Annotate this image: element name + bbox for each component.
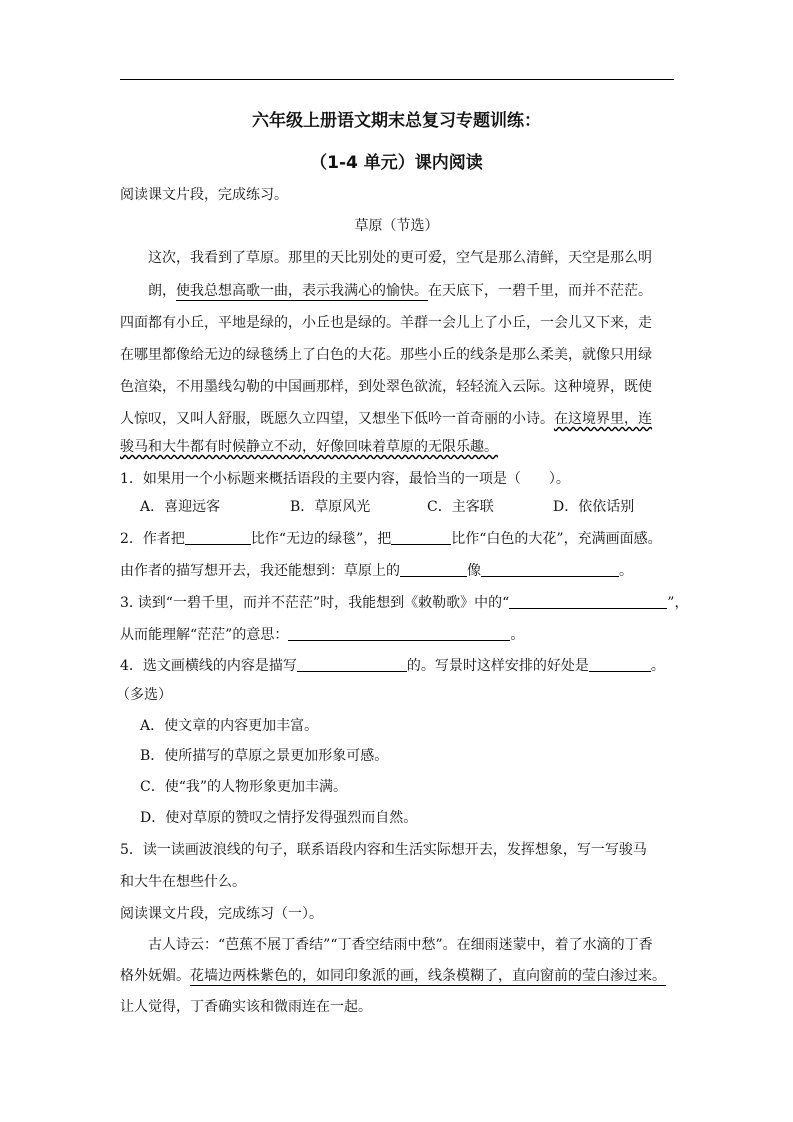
underlined-sentence: 使我总想高歌一曲，表示我满心的愉快。 [176,283,428,299]
q1-option-c: C．主客联 [427,499,494,515]
answer-blank[interactable] [391,530,451,545]
passage-line [148,281,652,301]
q4-multi-note: （多选） [116,687,172,703]
passage-text: 朗， [148,283,176,299]
q4-text: 的。写景时这样安排的好处是 [406,658,589,674]
passage-text: 在天底下，一碧千里，而并不茫茫。 [428,283,652,299]
wavy-sentence: 骏马和大牛都有时候静立不动，好像回味着草原的无限乐趣。 [120,439,498,455]
q3-text: 。 [510,627,525,643]
q2-text: 由作者的描写想开去，我还能想到：草原上的 [120,563,400,579]
section2-instruction: 阅读课文片段，完成练习（一）。 [120,906,323,922]
q1-options [140,497,634,517]
page-title: 六年级上册语文期末总复习专题训练： [252,111,541,131]
q2-text: 像 [467,563,481,579]
passage-line: 这次，我看到了草原。那里的天比别处的更可爱，空气是那么清鲜，天空是那么明 [148,250,652,266]
q1-option-d: D．依依话别 [553,499,635,515]
q4-option-b: B．使所描写的草原之景更加形象可感。 [140,748,389,764]
passage-line: 在哪里都像给无边的绿毯绣上了白色的大花。那些小丘的线条是那么柔美，就像只用绿 [120,347,652,363]
page-subtitle: （1-4 单元）课内阅读 [310,153,483,173]
question-3-line2 [120,625,524,645]
q4-option-c: C．使“我”的人物形象更加丰满。 [140,779,348,795]
q3-text: 从而能理解“茫茫”的意思： [120,627,289,643]
answer-blank[interactable] [297,657,407,672]
q2-text: 。 [619,563,633,579]
answer-blank[interactable] [288,626,510,641]
answer-blank[interactable] [185,530,251,545]
question-2-line2 [120,561,633,581]
q1-option-b: B．草原风光 [290,499,371,515]
question-5: 5．读一读画波浪线的句子，联系语段内容和生活实际想开去，发挥想象，写一写骏马 [120,842,647,858]
q4-option-d: D．使对草原的赞叹之情抒发得强烈而自然。 [140,810,418,826]
wavy-sentence: 在这境界里，连 [554,411,652,427]
passage-line [120,437,498,457]
answer-blank[interactable] [400,562,467,577]
passage-line: 色渲染，不用墨线勾勒的中国画那样，到处翠色欲流，轻轻流入云际。这种境界，既使 [120,379,652,395]
answer-blank[interactable] [509,594,667,609]
passage2-text: 格外妩媚。 [120,968,190,984]
passage-title: 草原（节选） [354,218,439,234]
header-rule [120,79,674,80]
passage2-line [120,966,666,986]
passage2-line: 让人觉得，丁香确实该和微雨连在一起。 [120,999,372,1015]
passage-line [120,409,652,429]
q3-text: 3. 读到“一碧千里，而并不茫茫”时，我能想到《敕勒歌》中的“ [120,595,510,611]
q2-text: 比作“白色的大花”，充满画面感。 [451,531,662,547]
question-1: 1．如果用一个小标题来概括语段的主要内容，最恰当的一项是（ ）。 [120,471,570,487]
passage-text: 人惊叹，又叫人舒服，既愿久立四望，又想坐下低吟一首奇丽的小诗。 [120,411,554,427]
passage-line: 四面都有小丘，平地是绿的，小丘也是绿的。羊群一会儿上了小丘，一会儿又下来，走 [120,315,652,331]
q1-option-a: A．喜迎远客 [140,499,221,515]
q4-text: 4．选文画横线的内容是描写 [120,658,297,674]
question-5-line2: 和大牛在想些什么。 [120,874,246,890]
answer-blank[interactable] [589,657,651,672]
question-4 [120,656,665,676]
answer-blank[interactable] [481,562,619,577]
underlined-sentence: 花墙边两株紫色的，如同印象派的画，线条模糊了，直向窗前的莹白渗过来。 [190,968,666,984]
question-2 [120,529,662,549]
q2-text: 比作“无边的绿毯”，把 [250,531,392,547]
q2-text: 2．作者把 [120,531,185,547]
passage2-line: 古人诗云：“芭蕉不展丁香结”“丁香空结雨中愁”。在细雨迷蒙中，着了水滴的丁香 [148,937,653,953]
question-3 [120,593,688,613]
q4-text: 。 [650,658,665,674]
q3-text: ”， [667,595,689,611]
q4-option-a: A．使文章的内容更加丰富。 [140,718,319,734]
section1-instruction: 阅读课文片段，完成练习。 [120,187,288,203]
